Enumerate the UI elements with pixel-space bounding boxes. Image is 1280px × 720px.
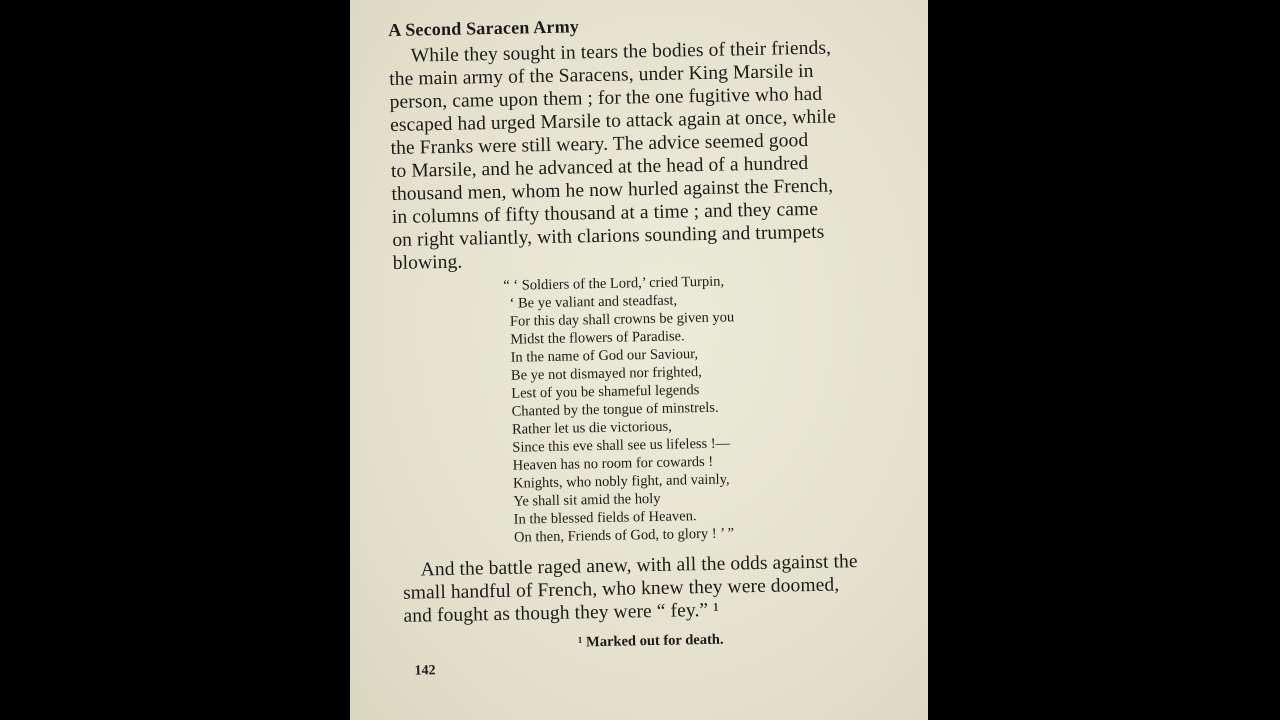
paragraph-line: thousand men, whom he now hurled against the French, (391, 175, 834, 205)
paragraph-line: on right valiantly, with clarions sounding and trumpets (392, 221, 825, 251)
poem-line: Since this eve shall see us lifeless !— (512, 435, 731, 456)
poem-line: On then, Friends of God, to glory ! ’ ” (513, 525, 735, 546)
poem-line: Ye shall sit amid the holy (513, 490, 661, 510)
poem-line: Midst the flowers of Paradise. (510, 328, 685, 348)
paragraph-line: And the battle raged anew, with all the odds against the (420, 551, 858, 581)
page-number: 142 (414, 663, 436, 679)
paragraph-line: to Marsile, and he advanced at the head of a hundred (390, 152, 809, 182)
poem-line: In the name of God our Saviour, (510, 346, 699, 366)
paragraph-line: the main army of the Saracens, under King Marsile in (389, 60, 814, 90)
paragraph-line: and fought as though they were “ fey.” ¹ (403, 599, 720, 627)
paragraph-line: small handful of French, who knew they were doomed, (402, 574, 840, 604)
poem-line: Knights, who nobly fight, and vainly, (512, 471, 730, 492)
section-heading: A Second Saracen Army (388, 16, 580, 40)
poem-line: Chanted by the tongue of minstrels. (511, 399, 719, 420)
page-text (388, 4, 901, 713)
poem-line: For this day shall crowns be given you (509, 309, 735, 330)
paragraph-line: in columns of fifty thousand at a time ; and they came (391, 198, 819, 228)
footnote: ¹ Marked out for death. (577, 631, 724, 651)
book-page (350, 0, 928, 720)
paragraph-line: While they sought in tears the bodies of their friends, (410, 37, 832, 67)
poem-line: In the blessed fields of Heaven. (513, 508, 697, 528)
paragraph-line: blowing. (392, 251, 463, 274)
paragraph-line: person, came upon them ; for the one fugitive who had (389, 83, 823, 113)
poem-line: Lest of you be shameful legends (511, 382, 700, 402)
poem-line: Rather let us die victorious, (511, 418, 673, 438)
paragraph-line: escaped had urged Marsile to attack again at once, while (389, 106, 837, 136)
poem-line: ‘ Be ye valiant and steadfast, (509, 292, 678, 312)
poem-line: Heaven has no room for cowards ! (512, 453, 714, 474)
paragraph-line: the Franks were still weary. The advice seemed good (390, 129, 809, 159)
poem-line: “ ‘ Soldiers of the Lord,’ cried Turpin, (503, 273, 725, 294)
poem-line: Be ye not dismayed nor frighted, (510, 364, 702, 384)
